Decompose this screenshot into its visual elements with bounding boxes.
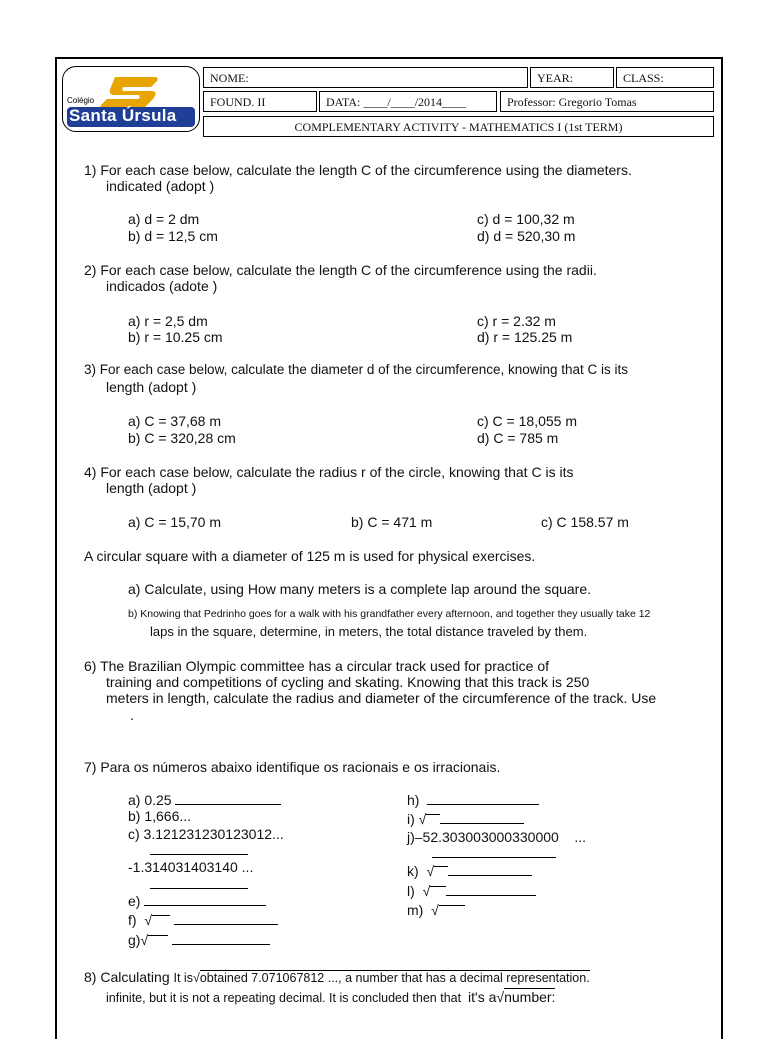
q8-line1-part-c: obtained 7.071067812 ..., a number that has a decimal representation.: [199, 971, 590, 985]
nome-field[interactable]: [203, 67, 528, 88]
q8-line1-part-a: 8) Calculating: [84, 969, 170, 985]
professor-label: Professor: Gregorio Tomas: [507, 95, 637, 109]
q7-item-h-label: h): [407, 792, 420, 808]
q7-item-k-label: k): [407, 863, 419, 879]
q8-line2-part-b: it's a: [468, 989, 497, 1005]
q5-text: A circular square with a diameter of 125 m is used for physical exercises.: [84, 548, 536, 564]
q7-item-m: [407, 902, 465, 918]
q2-item-d: d) r = 125.25 m: [477, 329, 573, 345]
q3-text-line2: length (adopt ): [106, 379, 197, 395]
q7-item-f: [128, 912, 278, 928]
answer-line[interactable]: [427, 792, 539, 805]
answer-line[interactable]: [446, 883, 536, 896]
q6-line3: meters in length, calculate the radius and diameter of the circumference of the track. Use: [106, 690, 657, 706]
found-field: [203, 91, 317, 112]
q5-item-b-line1: b) Knowing that Pedrinho goes for a walk with his grandfather every afternoon, and together they usually take 12: [128, 608, 651, 620]
q1-item-b: b) d = 12,5 cm: [128, 228, 218, 244]
answer-line[interactable]: [175, 792, 281, 805]
q2-item-a: a) r = 2,5 dm: [128, 313, 208, 329]
answer-line[interactable]: [150, 876, 248, 892]
answer-line[interactable]: [432, 845, 556, 861]
q3-item-b: b) C = 320,28 cm: [128, 430, 236, 446]
answer-line[interactable]: [144, 893, 266, 906]
q1-text-line2: indicated (adopt ): [106, 178, 215, 194]
q7-item-f-label: f): [128, 912, 137, 928]
q4-text-line1: 4) For each case below, calculate the radius r of the circle, knowing that C is its: [84, 464, 574, 480]
q7-item-i: [407, 811, 524, 827]
q4-item-c: c) C 158.57 m: [541, 514, 629, 530]
answer-line[interactable]: [448, 863, 532, 876]
q6-line4: .: [130, 707, 134, 723]
q1-item-c: c) d = 100,32 m: [477, 211, 575, 227]
sqrt-icon: √: [431, 902, 439, 918]
q5-item-a: a) Calculate, using How many meters is a complete lap around the square.: [128, 581, 592, 597]
logo-small-text: Colégio: [67, 96, 95, 105]
radical-bar: [426, 814, 440, 815]
professor-field: [500, 91, 714, 112]
q4-item-b: b) C = 471 m: [351, 514, 433, 530]
q8-line2-part-c: number:: [504, 989, 556, 1005]
q3-text-line1: 3) For each case below, calculate the diameter d of the circumference, knowing that C is its: [84, 362, 629, 377]
q2-item-b: b) r = 10.25 cm: [128, 329, 223, 345]
q3-item-c: c) C = 18,055 m: [477, 413, 577, 429]
answer-line[interactable]: [172, 932, 270, 945]
q7-item-d: -1.314031403140 ...: [128, 859, 254, 875]
q2-item-c: c) r = 2.32 m: [477, 313, 556, 329]
activity-title-text: COMPLEMENTARY ACTIVITY - MATHEMATICS I (1st TERM): [294, 120, 623, 134]
q7-item-m-label: m): [407, 902, 424, 918]
sqrt-icon: √: [140, 932, 149, 948]
q2-text-line1: 2) For each case below, calculate the length C of the circumference using the radii.: [84, 262, 597, 278]
radical-bar: [430, 886, 446, 887]
q7-item-j-tail: ...: [574, 829, 587, 845]
sqrt-icon: √: [496, 989, 505, 1005]
q8-line2: [106, 989, 555, 1006]
radical-bar: [434, 866, 448, 867]
activity-title: [203, 116, 714, 137]
q6-line1: 6) The Brazilian Olympic committee has a circular track used for practice of: [84, 658, 550, 674]
q7-item-h: [407, 792, 539, 808]
q7-item-g-label: g): [128, 932, 141, 948]
q2-text-line2: indicados (adote ): [106, 278, 218, 294]
year-label: YEAR:: [537, 71, 573, 85]
q6-line2: training and competitions of cycling and skating. Knowing that this track is 250: [106, 674, 590, 690]
sqrt-icon: √: [144, 912, 153, 928]
q7-item-l-label: l): [407, 883, 415, 899]
nome-label: NOME:: [210, 71, 249, 85]
logo-name-text: Santa Úrsula: [69, 106, 177, 125]
radical-bar: [439, 905, 465, 906]
q7-item-g: [128, 932, 270, 948]
q1-item-d: d) d = 520,30 m: [477, 228, 576, 244]
year-field[interactable]: [530, 67, 614, 88]
answer-line[interactable]: [150, 842, 248, 858]
sqrt-icon: √: [426, 863, 435, 879]
school-logo: [62, 66, 200, 132]
found-label: FOUND. II: [210, 95, 266, 109]
radical-bar: [152, 915, 170, 916]
sqrt-icon: √: [418, 811, 427, 827]
answer-line[interactable]: [440, 811, 524, 824]
q7-item-k: [407, 863, 532, 879]
q8-line2-part-a: infinite, but it is not a repeating decimal. It is concluded then that: [106, 991, 462, 1005]
q7-item-j: [407, 829, 586, 845]
sqrt-icon: √: [192, 971, 200, 985]
q4-text-line2: length (adopt ): [106, 480, 197, 496]
class-label: CLASS:: [623, 71, 664, 85]
q4-item-a: a) C = 15,70 m: [128, 514, 221, 530]
date-field[interactable]: [319, 91, 497, 112]
q7-item-a: [128, 792, 281, 808]
q8-line1: [84, 969, 590, 986]
date-label: DATA: ____/____/2014____: [326, 95, 467, 109]
q7-text: 7) Para os números abaixo identifique os racionais e os irracionais.: [84, 759, 501, 775]
q7-item-e: [128, 893, 266, 909]
q7-item-l: [407, 883, 536, 899]
class-field[interactable]: [616, 67, 714, 88]
q7-item-b: b) 1,666...: [128, 808, 192, 824]
q5-item-b-line2: laps in the square, determine, in meters, the total distance traveled by them.: [150, 624, 588, 639]
q7-item-c: c) 3.121231230123012...: [128, 826, 284, 842]
sqrt-icon: √: [422, 883, 431, 899]
q3-item-a: a) C = 37,68 m: [128, 413, 221, 429]
q7-item-j-label: j)–52.303003000330000: [407, 829, 559, 845]
q1-text-line1: 1) For each case below, calculate the length C of the circumference using the diameters.: [84, 162, 632, 178]
q7-item-i-label: i): [407, 811, 415, 827]
q8-line1-part-b: It is: [173, 971, 193, 985]
radical-bar: [148, 935, 168, 936]
q7-item-e-label: e): [128, 893, 141, 909]
q7-item-a-label: a) 0.25: [128, 792, 172, 808]
q3-item-d: d) C = 785 m: [477, 430, 559, 446]
q1-item-a: a) d = 2 dm: [128, 211, 200, 227]
answer-line[interactable]: [174, 912, 278, 925]
